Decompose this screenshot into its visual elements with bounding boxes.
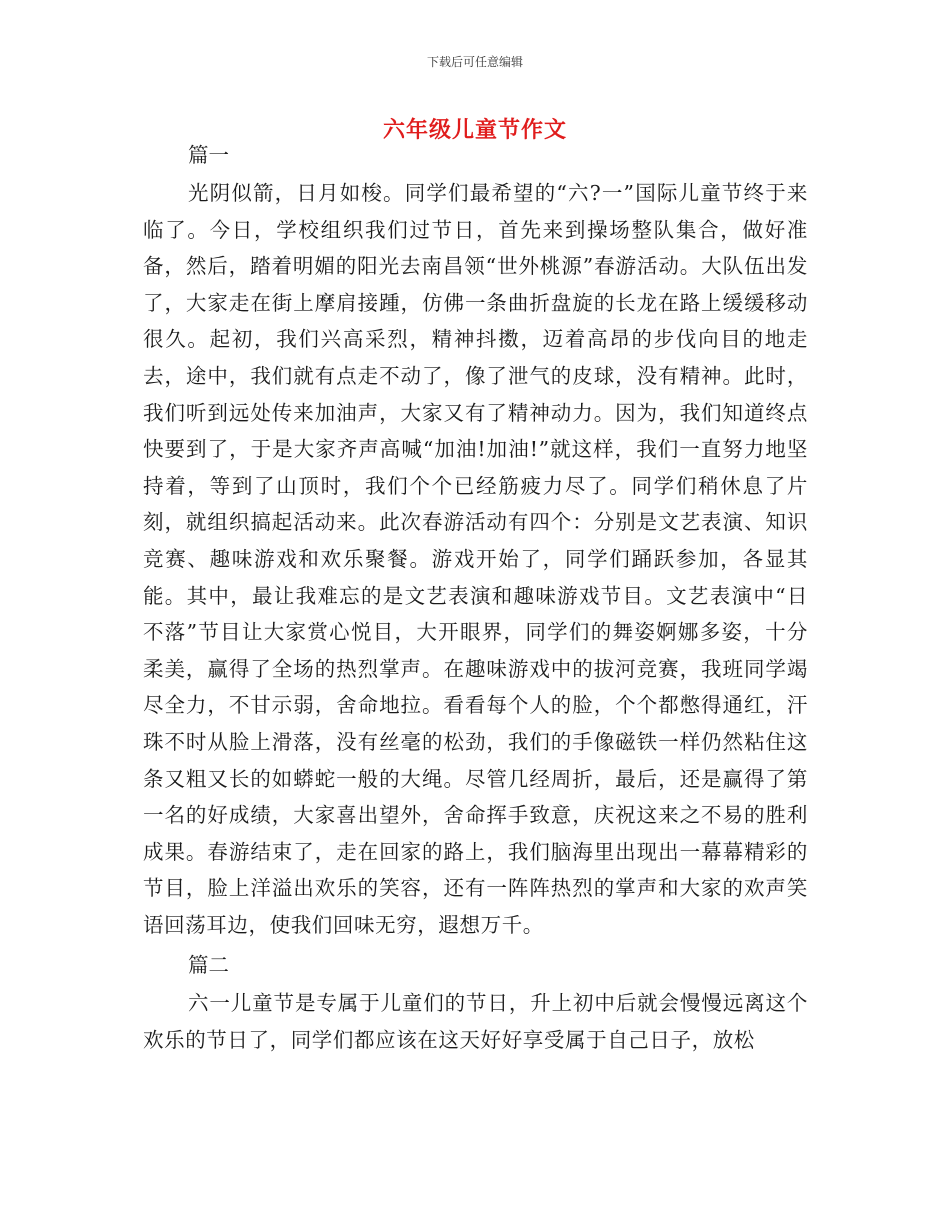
section-paragraph-2: 六一儿童节是专属于儿童们的节日，升上初中后就会慢慢远离这个欢乐的节日了，同学们都应该在这天好好享受属于自己日子，放松 [143, 991, 808, 1053]
document-body [143, 137, 808, 1059]
document-title: 六年级儿童节作文 [382, 118, 567, 143]
section-label-2: 篇二 [188, 953, 229, 978]
page-header: 下载后可任意编辑 [426, 55, 523, 69]
section-label-1: 篇一 [188, 143, 229, 167]
section-paragraph-1: 光阴似箭，日月如梭。同学们最希望的“六?一”国际儿童节终于来临了。今日，学校组织我们过节日，首先来到操场整队集合，做好准备，然后，踏着明媚的阳光去南昌领“世外桃源”春游活动。大队伍出发了，大家走在街上摩肩接踵，仿佛一条曲折盘旋的长龙在路上缓缓移动很久。起初，我们兴高采烈，精神抖擞，迈着高昂的步伐向目的地走去，途中，我们就有点走不动了，像了泄气的皮球，没有精神。此时，我们听到远处传来加油声，大家又有了精神动力。因为，我们知道终点快要到了，于是大家齐声高喊“加油!加油!”就这样，我们一直努力地坚持着，等到了山顶时，我们个个已经筋疲力尽了。同学们稍休息了片刻，就组织搞起活动来。此次春游活动有四个：分别是文艺表演、知识竞赛、趣味游戏和欢乐聚餐。游戏开始了，同学们踊跃参加，各显其能。其中，最让我难忘的是文艺表演和趣味游戏节目。文艺表演中“日不落”节目让大家赏心悦目，大开眼界，同学们的舞姿婀娜多姿，十分柔美，赢得了全场的热烈掌声。在趣味游戏中的拔河竞赛，我班同学竭尽全力，不甘示弱，舍命地拉。看看每个人的脸，个个都憋得通红，汗珠不时从脸上滑落，没有丝毫的松劲，我们的手像磁铁一样仍然粘住这条又粗又长的如蟒蛇一般的大绳。尽管几经周折，最后，还是赢得了第一名的好成绩，大家喜出望外，舍命挥手致意，庆祝这来之不易的胜利成果。春游结束了，走在回家的路上，我们脑海里出现出一幕幕精彩的节目，脸上洋溢出欢乐的笑容，还有一阵阵热烈的掌声和大家的欢声笑语回荡耳边，使我们回味无穷，遐想万千。 [143, 181, 808, 937]
